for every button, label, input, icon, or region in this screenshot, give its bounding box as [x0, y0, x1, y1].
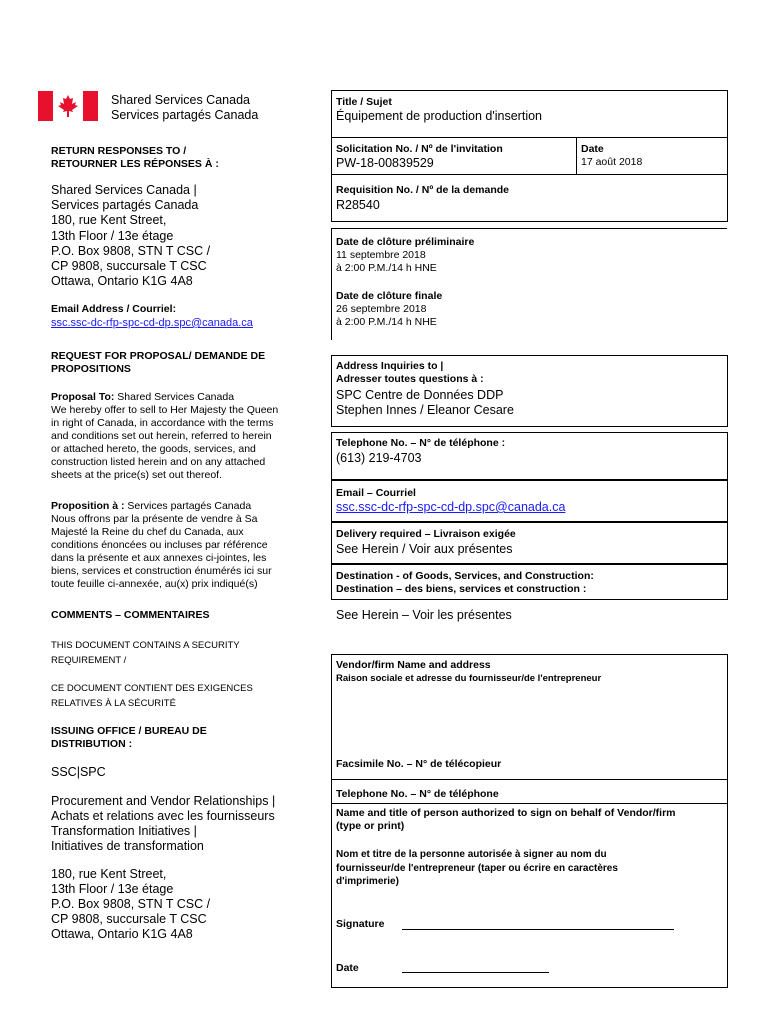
signature-line[interactable] — [402, 929, 674, 930]
solicitation-label: Solicitation No. / Nº de l'invitation — [336, 143, 503, 155]
title-label: Title / Sujet — [336, 96, 392, 108]
title-value: Équipement de production d'insertion — [336, 109, 542, 123]
vendor-divider-2 — [331, 803, 727, 804]
vendor-phone-label: Telephone No. – N° de téléphone — [336, 788, 499, 800]
closing-prelim-value: 11 septembre 2018 à 2:00 P.M./14 h HNE — [336, 249, 437, 274]
closing-final-label: Date de clôture finale — [336, 290, 443, 302]
date-sign-line[interactable] — [402, 972, 549, 973]
closing-left-line — [331, 228, 332, 340]
vendor-label-fr: Raison sociale et adresse du fournisseur/de l'entrepreneur — [336, 673, 602, 684]
date-value: 17 août 2018 — [581, 156, 643, 168]
date-sign-label: Date — [336, 962, 359, 974]
solicitation-value: PW-18-00839529 — [336, 156, 434, 170]
fax-label: Facsimile No. – N° de télécopieur — [336, 758, 502, 770]
email-link-right[interactable]: ssc.ssc-dc-rfp-spc-cd-dp.spc@canada.ca — [336, 500, 566, 514]
signature-label: Signature — [336, 918, 385, 930]
requisition-box — [331, 174, 728, 222]
closing-prelim-label: Date de clôture préliminaire — [336, 236, 475, 248]
inquiries-label: Address Inquiries to | Adresser toutes questions à : — [336, 360, 484, 385]
telephone-label: Telephone No. – N° de téléphone : — [336, 437, 506, 449]
issuing-branch: Procurement and Vendor Relationships | Achats et relations avec les fournisseurs Transformation Initiatives | Initiatives de transformation — [51, 794, 276, 853]
vendor-label: Vendor/firm Name and address — [336, 659, 491, 671]
closing-final-value: 26 septembre 2018 à 2:00 P.M./14 h NHE — [336, 303, 437, 328]
issuing-heading: ISSUING OFFICE / BUREAU DE DISTRIBUTION : — [51, 725, 207, 750]
signer-label: Name and title of person authorized to sign on behalf of Vendor/firm (type or print) — [336, 807, 676, 832]
canada-flag-icon — [38, 91, 98, 121]
return-address: Shared Services Canada | Services partagés Canada 180, rue Kent Street, 13th Floor / 13e étage P.O. Box 9808, STN T CSC / CP 9808, succursale T CSC Ottawa, Ontario K1G 4A8 — [51, 183, 211, 289]
closing-top-line — [331, 228, 727, 229]
vendor-divider-1 — [331, 779, 727, 780]
security-en: THIS DOCUMENT CONTAINS A SECURITY REQUIREMENT / — [51, 640, 240, 666]
inquiries-value: SPC Centre de Données DDP Stephen Innes / Eleanor Cesare — [336, 388, 514, 417]
date-label: Date — [581, 143, 604, 155]
delivery-label: Delivery required – Livraison exigée — [336, 528, 516, 540]
issuing-unit: SSC|SPC — [51, 765, 106, 779]
signer-label-fr: Nom et titre de la personne autorisée à signer au nom du fournisseur/de l'entrepreneur (taper ou écrire en caractères d'imprimerie) — [336, 849, 618, 887]
destination-value: See Herein – Voir les présentes — [336, 608, 512, 622]
proposal-to-body: We hereby offer to sell to Her Majesty the Queen in right of Canada, in accordance with the terms and conditions set out herein, referred to herein or attached hereto, the goods, services, and construction listed herein and on any attached sheets at the price(s) set out thereof. — [51, 404, 279, 481]
destination-label: Destination - of Goods, Services, and Construction: Destination – des biens, services et construction : — [336, 570, 594, 595]
return-heading: RETURN RESPONSES TO / RETOURNER LES RÉPONSES À : — [51, 145, 219, 170]
solicitation-divider — [576, 137, 577, 175]
comments-heading: COMMENTS – COMMENTAIRES — [51, 609, 210, 621]
telephone-value: (613) 219-4703 — [336, 451, 422, 465]
email-link-left[interactable]: ssc.ssc-dc-rfp-spc-cd-dp.spc@canada.ca — [51, 317, 253, 329]
proposal-to: Proposal To: Shared Services Canada — [51, 391, 235, 403]
delivery-value: See Herein / Voir aux présentes — [336, 542, 513, 556]
issuing-address: 180, rue Kent Street, 13th Floor / 13e étage P.O. Box 9808, STN T CSC / CP 9808, succursale T CSC Ottawa, Ontario K1G 4A8 — [51, 867, 211, 941]
proposition-body: Nous offrons par la présente de vendre à Sa Majesté la Reine du chef du Canada, aux conditions énoncées ou incluses par référence dans la présente et aux annexes ci-jointes, les biens, services et construction énumérés ici sur toute feuille ci-annexée, au(x) prix indiqué(s) — [51, 513, 272, 590]
rfp-heading: REQUEST FOR PROPOSAL/ DEMANDE DE PROPOSITIONS — [51, 350, 266, 375]
security-fr: CE DOCUMENT CONTIENT DES EXIGENCES RELATIVES À LA SÉCURITÉ — [51, 683, 253, 709]
proposition: Proposition à : Services partagés Canada — [51, 500, 252, 512]
requisition-label: Requisition No. / Nº de la demande — [336, 184, 510, 196]
org-name: Shared Services Canada Services partagés Canada — [111, 93, 259, 122]
email-label-left: Email Address / Courriel: — [51, 303, 177, 315]
requisition-value: R28540 — [336, 198, 380, 212]
email-label-right: Email – Courriel — [336, 487, 416, 499]
